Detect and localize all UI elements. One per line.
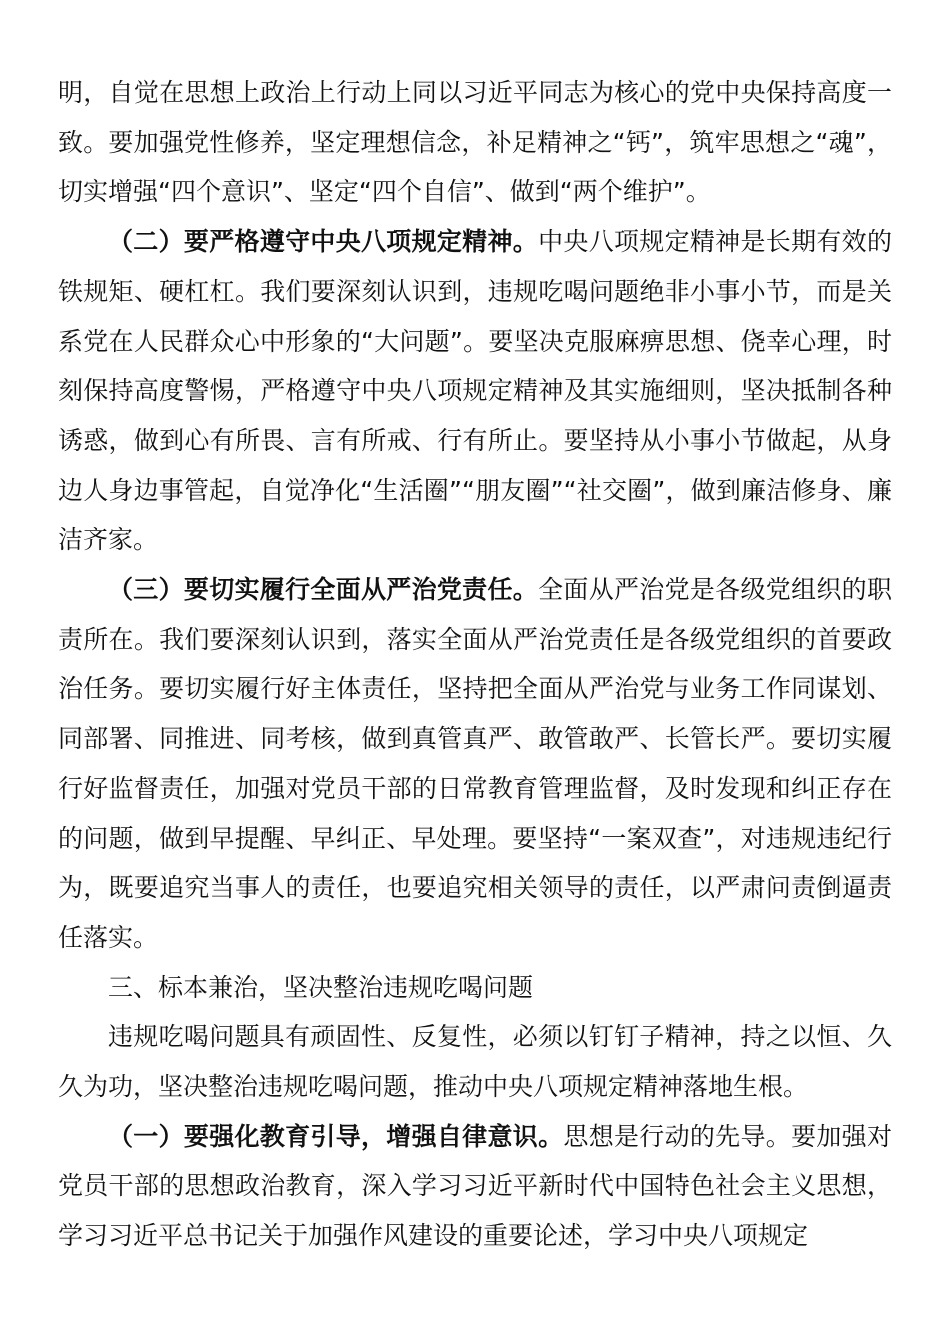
paragraph-text: 违规吃喝问题具有顽固性、反复性，必须以钉钉子精神，持之以恒、久久为功，坚决整治违规吃喝问题，推动中央八项规定精神落地生根。 [58, 1022, 892, 1102]
paragraph-text: 思想是行动的先导。要加强对党员干部的思想政治教育，深入学习习近平新时代中国特色社会主义思想，学习习近平总书记关于加强作风建设的重要论述，学习中央八项规定 [58, 1121, 892, 1251]
paragraph-text: 中央八项规定精神是长期有效的铁规矩、硬杠杠。我们要深刻认识到，违规吃喝问题绝非小事小节，而是关系党在人民群众心中形象的“大问题”。要坚决克服麻痹思想、侥幸心理，时刻保持高度警惕，严格遵守中央八项规定精神及其实施细则，坚决抵制各种诱惑，做到心有所畏、言有所戒、行有所止。要坚持从小事小节做起，从身边人身边事管起，自觉净化“生活圈”“朋友圈”“社交圈”，做到廉洁修身、廉洁齐家。 [58, 227, 892, 555]
paragraph-lead-heading: （一）要强化教育引导，增强自律意识。 [108, 1121, 564, 1151]
paragraph-section-2 [58, 217, 892, 565]
paragraph-text: 全面从严治党是各级党组织的职责所在。我们要深刻认识到，落实全面从严治党责任是各级党组织的首要政治任务。要切实履行好主体责任，坚持把全面从严治党与业务工作同谋划、同部署、同推进、同考核，做到真管真严、敢管敢严、长管长严。要切实履行好监督责任，加强对党员干部的日常教育管理监督，及时发现和纠正存在的问题，做到早提醒、早纠正、早处理。要坚持“一案双查”，对违规违纪行为，既要追究当事人的责任，也要追究相关领导的责任，以严肃问责倒逼责任落实。 [58, 575, 892, 952]
paragraph-intro [58, 1012, 892, 1111]
paragraph-subsection-1 [58, 1112, 892, 1261]
paragraph-lead-heading: （三）要切实履行全面从严治党责任。 [108, 575, 539, 605]
paragraph-section-3 [58, 565, 892, 963]
paragraph-lead-heading: （二）要严格遵守中央八项规定精神。 [108, 227, 539, 257]
paragraph-text: 明，自觉在思想上政治上行动上同以习近平同志为核心的党中央保持高度一致。要加强党性修养，坚定理想信念，补足精神之“钙”，筑牢思想之“魂”，切实增强“四个意识”、坚定“四个自信”、做到“两个维护”。 [58, 78, 892, 207]
section-heading: 三、标本兼治，坚决整治违规吃喝问题 [108, 972, 534, 1002]
paragraph-continuation [58, 68, 892, 217]
